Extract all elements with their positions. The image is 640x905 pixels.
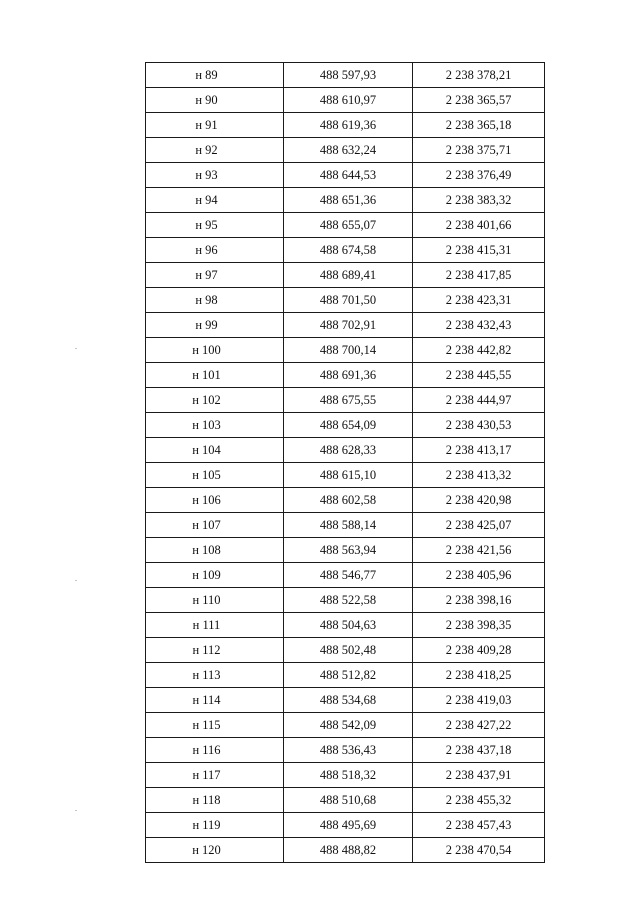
point-label-cell: н 120 [146, 838, 284, 863]
table-row [146, 463, 545, 488]
table-row [146, 363, 545, 388]
point-label-cell: н 108 [146, 538, 284, 563]
table-row [146, 213, 545, 238]
x-coordinate-cell: 488 546,77 [284, 563, 413, 588]
x-coordinate-cell: 488 689,41 [284, 263, 413, 288]
point-label-cell: н 111 [146, 613, 284, 638]
coordinates-table [145, 62, 545, 863]
y-coordinate-cell: 2 238 430,53 [413, 413, 545, 438]
point-label-cell: н 98 [146, 288, 284, 313]
point-label-cell: н 94 [146, 188, 284, 213]
table-row [146, 313, 545, 338]
y-coordinate-cell: 2 238 437,91 [413, 763, 545, 788]
y-coordinate-cell: 2 238 442,82 [413, 338, 545, 363]
point-label-cell: н 99 [146, 313, 284, 338]
x-coordinate-cell: 488 588,14 [284, 513, 413, 538]
table-row [146, 238, 545, 263]
y-coordinate-cell: 2 238 401,66 [413, 213, 545, 238]
table-row [146, 588, 545, 613]
y-coordinate-cell: 2 238 365,57 [413, 88, 545, 113]
x-coordinate-cell: 488 534,68 [284, 688, 413, 713]
table-row [146, 538, 545, 563]
point-label-cell: н 96 [146, 238, 284, 263]
point-label-cell: н 95 [146, 213, 284, 238]
scan-speck [75, 580, 77, 581]
table-row [146, 688, 545, 713]
x-coordinate-cell: 488 510,68 [284, 788, 413, 813]
scan-speck [75, 810, 77, 811]
x-coordinate-cell: 488 602,58 [284, 488, 413, 513]
x-coordinate-cell: 488 504,63 [284, 613, 413, 638]
y-coordinate-cell: 2 238 445,55 [413, 363, 545, 388]
x-coordinate-cell: 488 563,94 [284, 538, 413, 563]
x-coordinate-cell: 488 542,09 [284, 713, 413, 738]
y-coordinate-cell: 2 238 409,28 [413, 638, 545, 663]
table-row [146, 388, 545, 413]
y-coordinate-cell: 2 238 405,96 [413, 563, 545, 588]
point-label-cell: н 117 [146, 763, 284, 788]
x-coordinate-cell: 488 512,82 [284, 663, 413, 688]
y-coordinate-cell: 2 238 417,85 [413, 263, 545, 288]
scan-speck [75, 348, 77, 349]
x-coordinate-cell: 488 488,82 [284, 838, 413, 863]
y-coordinate-cell: 2 238 457,43 [413, 813, 545, 838]
y-coordinate-cell: 2 238 470,54 [413, 838, 545, 863]
y-coordinate-cell: 2 238 420,98 [413, 488, 545, 513]
x-coordinate-cell: 488 644,53 [284, 163, 413, 188]
table-row [146, 438, 545, 463]
x-coordinate-cell: 488 495,69 [284, 813, 413, 838]
point-label-cell: н 91 [146, 113, 284, 138]
point-label-cell: н 100 [146, 338, 284, 363]
table-row [146, 613, 545, 638]
x-coordinate-cell: 488 655,07 [284, 213, 413, 238]
x-coordinate-cell: 488 619,36 [284, 113, 413, 138]
point-label-cell: н 118 [146, 788, 284, 813]
coordinates-table-body [146, 63, 545, 863]
table-row [146, 63, 545, 88]
y-coordinate-cell: 2 238 365,18 [413, 113, 545, 138]
x-coordinate-cell: 488 654,09 [284, 413, 413, 438]
x-coordinate-cell: 488 675,55 [284, 388, 413, 413]
point-label-cell: н 115 [146, 713, 284, 738]
x-coordinate-cell: 488 518,32 [284, 763, 413, 788]
x-coordinate-cell: 488 502,48 [284, 638, 413, 663]
y-coordinate-cell: 2 238 423,31 [413, 288, 545, 313]
point-label-cell: н 104 [146, 438, 284, 463]
table-row [146, 838, 545, 863]
x-coordinate-cell: 488 536,43 [284, 738, 413, 763]
y-coordinate-cell: 2 238 413,17 [413, 438, 545, 463]
y-coordinate-cell: 2 238 444,97 [413, 388, 545, 413]
x-coordinate-cell: 488 610,97 [284, 88, 413, 113]
table-row [146, 663, 545, 688]
table-row [146, 788, 545, 813]
x-coordinate-cell: 488 701,50 [284, 288, 413, 313]
point-label-cell: н 90 [146, 88, 284, 113]
y-coordinate-cell: 2 238 455,32 [413, 788, 545, 813]
y-coordinate-cell: 2 238 421,56 [413, 538, 545, 563]
point-label-cell: н 97 [146, 263, 284, 288]
point-label-cell: н 105 [146, 463, 284, 488]
table-row [146, 263, 545, 288]
point-label-cell: н 114 [146, 688, 284, 713]
y-coordinate-cell: 2 238 398,16 [413, 588, 545, 613]
table-row [146, 813, 545, 838]
y-coordinate-cell: 2 238 413,32 [413, 463, 545, 488]
y-coordinate-cell: 2 238 425,07 [413, 513, 545, 538]
x-coordinate-cell: 488 628,33 [284, 438, 413, 463]
table-row [146, 188, 545, 213]
table-row [146, 563, 545, 588]
y-coordinate-cell: 2 238 398,35 [413, 613, 545, 638]
y-coordinate-cell: 2 238 383,32 [413, 188, 545, 213]
x-coordinate-cell: 488 674,58 [284, 238, 413, 263]
point-label-cell: н 89 [146, 63, 284, 88]
point-label-cell: н 107 [146, 513, 284, 538]
point-label-cell: н 113 [146, 663, 284, 688]
y-coordinate-cell: 2 238 378,21 [413, 63, 545, 88]
table-row [146, 513, 545, 538]
point-label-cell: н 102 [146, 388, 284, 413]
x-coordinate-cell: 488 615,10 [284, 463, 413, 488]
table-row [146, 638, 545, 663]
table-row [146, 738, 545, 763]
x-coordinate-cell: 488 700,14 [284, 338, 413, 363]
x-coordinate-cell: 488 522,58 [284, 588, 413, 613]
y-coordinate-cell: 2 238 432,43 [413, 313, 545, 338]
x-coordinate-cell: 488 651,36 [284, 188, 413, 213]
table-row [146, 338, 545, 363]
point-label-cell: н 116 [146, 738, 284, 763]
y-coordinate-cell: 2 238 415,31 [413, 238, 545, 263]
y-coordinate-cell: 2 238 418,25 [413, 663, 545, 688]
point-label-cell: н 103 [146, 413, 284, 438]
point-label-cell: н 109 [146, 563, 284, 588]
point-label-cell: н 92 [146, 138, 284, 163]
y-coordinate-cell: 2 238 419,03 [413, 688, 545, 713]
table-row [146, 113, 545, 138]
x-coordinate-cell: 488 632,24 [284, 138, 413, 163]
table-row [146, 763, 545, 788]
table-row [146, 163, 545, 188]
table-row [146, 138, 545, 163]
point-label-cell: н 93 [146, 163, 284, 188]
table-row [146, 488, 545, 513]
point-label-cell: н 119 [146, 813, 284, 838]
y-coordinate-cell: 2 238 427,22 [413, 713, 545, 738]
x-coordinate-cell: 488 691,36 [284, 363, 413, 388]
y-coordinate-cell: 2 238 376,49 [413, 163, 545, 188]
point-label-cell: н 101 [146, 363, 284, 388]
table-row [146, 413, 545, 438]
table-row [146, 288, 545, 313]
point-label-cell: н 110 [146, 588, 284, 613]
y-coordinate-cell: 2 238 437,18 [413, 738, 545, 763]
point-label-cell: н 112 [146, 638, 284, 663]
y-coordinate-cell: 2 238 375,71 [413, 138, 545, 163]
table-row [146, 713, 545, 738]
x-coordinate-cell: 488 597,93 [284, 63, 413, 88]
x-coordinate-cell: 488 702,91 [284, 313, 413, 338]
point-label-cell: н 106 [146, 488, 284, 513]
table-row [146, 88, 545, 113]
